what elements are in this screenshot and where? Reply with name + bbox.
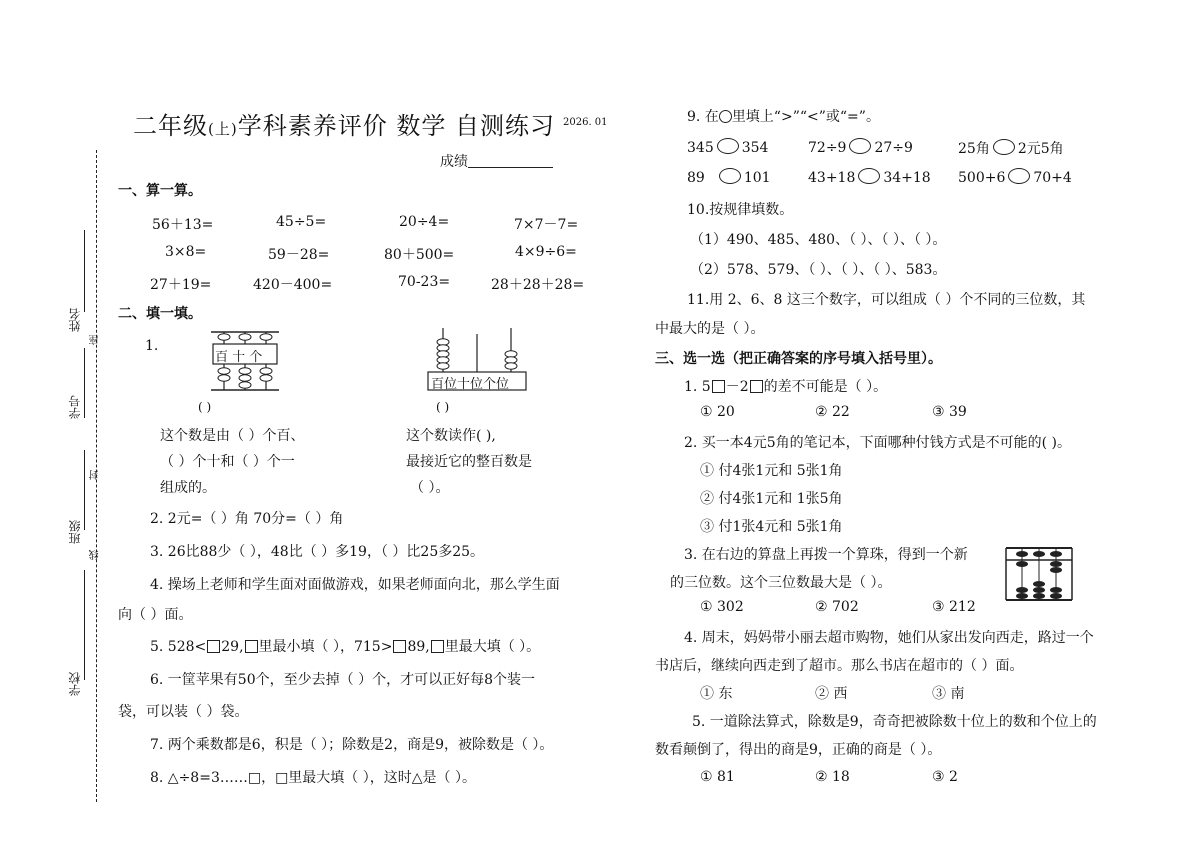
q1-number: 1. — [145, 338, 159, 354]
calc-item: 420－400= — [253, 277, 333, 293]
question-2: 2. 2元=（ ）角 70分=（ ）角 — [150, 511, 344, 527]
compare-item: 500+6 70+4 — [958, 170, 1072, 186]
calc-item: 56＋13= — [152, 217, 214, 233]
choice-5-line-2: 数看颠倒了，得出的商是9，正确的商是（ ）。 — [655, 742, 942, 758]
question-9: 9. 在 里填上“>”“<”或“=”。 — [687, 109, 880, 125]
calc-item: 80＋500= — [384, 247, 455, 263]
blank-box — [245, 640, 258, 653]
compare-item: 345 354 — [687, 140, 769, 156]
calc-item: 7×7－7= — [514, 217, 579, 233]
choice-3-option: ① 302 — [700, 599, 744, 615]
question-3: 3. 26比88少（ ），48比（ ）多19，（ ）比25多25。 — [150, 544, 485, 560]
section-1-heading: 一、算一算。 — [118, 183, 202, 199]
seat-mark: 座 — [90, 335, 101, 345]
question-5: 5. 528< 29, 里最小填（ ），715> 89, 里最大填（ ）。 — [150, 639, 541, 655]
blank-box — [393, 640, 406, 653]
calc-item: 4×9÷6= — [515, 244, 577, 260]
abacus-1-answer: ( ) — [198, 400, 212, 414]
question-10-2: （2）578、579、（ ）、（ ）、（ ）、583。 — [690, 262, 947, 278]
q1b-line-1: 这个数读作( ), — [406, 428, 496, 444]
choice-1-option: ② 22 — [815, 404, 850, 420]
choice-1: 1. 5 －2 的差不可能是（ ）。 — [684, 379, 888, 395]
choice-2: 2. 买一本4元5角的笔记本，下面哪种付钱方式是不可能的( )。 — [684, 435, 1071, 451]
choice-4-option: ① 东 — [700, 686, 733, 702]
compare-item: 43+18 34+18 — [808, 170, 931, 186]
choice-1-option: ① 20 — [700, 404, 735, 420]
abacus-2-label: 百位十位个位 — [431, 377, 510, 392]
question-11-line-1: 11.用 2、6、8 这三个数字，可以组成（ ）个不同的三位数，其 — [687, 292, 1086, 308]
class-line — [84, 450, 85, 530]
question-11-line-2: 中最大的是（ ）。 — [655, 321, 765, 337]
choice-4-option: ② 西 — [815, 686, 848, 702]
choice-3-option: ③ 212 — [932, 599, 976, 615]
choice-5-line-1: 5. 一道除法算式，除数是9，奇奇把被除数十位上的数和个位上的 — [692, 714, 1097, 730]
blank-box — [431, 640, 444, 653]
blank-box — [207, 640, 220, 653]
question-6-line-2: 袋，可以装（ ）袋。 — [118, 704, 249, 720]
school-line — [84, 570, 85, 680]
id-line — [84, 348, 85, 418]
class-label: 班级 — [68, 520, 82, 544]
line-mark: 线 — [90, 550, 101, 560]
choice-3-line-2: 的三位数。这个三位数最大是（ ）。 — [670, 575, 892, 591]
q1a-line-2: （ ）个十和（ ）个一 — [160, 454, 295, 470]
calc-item: 3×8= — [165, 244, 207, 260]
abacus-3 — [1004, 544, 1074, 606]
choice-4-option: ③ 南 — [932, 686, 965, 702]
calc-item: 45÷5= — [276, 214, 327, 230]
q1b-line-2: 最接近它的整百数是 — [406, 454, 532, 470]
id-label: 学号 — [68, 395, 82, 419]
name-label: 姓名 — [68, 308, 82, 332]
choice-5-option: ① 81 — [700, 769, 735, 785]
question-10: 10.按规律填数。 — [687, 202, 794, 218]
calc-item: 59－28= — [268, 247, 330, 263]
choice-3-line-1: 3. 在右边的算盘上再拨一个算珠，得到一个新 — [684, 547, 968, 563]
name-line — [84, 230, 85, 312]
choice-5-option: ③ 2 — [932, 769, 958, 785]
question-10-1: （1）490、485、480、（ ）、（ ）、（ ）。 — [690, 232, 947, 248]
choice-5-option: ② 18 — [815, 769, 850, 785]
choice-3-option: ② 702 — [815, 599, 859, 615]
choice-2-option: ① 付4张1元和 5张1角 — [700, 463, 843, 479]
question-6-line-1: 6. 一筐苹果有50个，至少去掉（ ）个，才可以正好每8个装一 — [150, 672, 535, 688]
blank-box — [750, 380, 763, 393]
section-3-heading: 三、选一选（把正确答案的序号填入括号里）。 — [655, 351, 942, 367]
calc-item: 27＋19= — [150, 277, 212, 293]
calc-item: 70-23= — [398, 274, 451, 290]
abacus-2-answer: ( ) — [436, 400, 450, 414]
compare-item: 25角 2元5角 — [958, 141, 1064, 157]
q1a-line-3: 组成的。 — [160, 480, 216, 496]
compare-circle-icon — [719, 110, 732, 123]
score-label: 成绩 — [440, 151, 553, 171]
abacus-1-label: 百 十 个 — [215, 350, 263, 365]
question-7: 7. 两个乘数都是6，积是（ ）；除数是2，商是9，被除数是（ ）。 — [150, 737, 554, 753]
choice-4-line-2: 书店后，继续向西走到了超市。那么书店在超市的（ ）面。 — [655, 658, 1024, 674]
q1a-line-1: 这个数是由（ ）个百、 — [160, 428, 305, 444]
question-4-line-2: 向（ ）面。 — [118, 607, 193, 623]
seal-mark: 封 — [90, 470, 101, 480]
choice-1-option: ③ 39 — [932, 404, 967, 420]
blank-box — [712, 380, 725, 393]
calc-item: 28＋28＋28= — [491, 277, 585, 293]
choice-4-line-1: 4. 周末，妈妈带小丽去超市购物，她们从家出发向西走，路过一个 — [684, 630, 1094, 646]
q1b-line-3: （ ）。 — [410, 480, 450, 496]
school-label: 学校 — [68, 672, 82, 696]
choice-2-option: ② 付4张1元和 1张5角 — [700, 491, 843, 507]
compare-item: 89 101 — [687, 170, 771, 186]
exam-date: 2026. 01 — [563, 117, 608, 128]
section-2-heading: 二、填一填。 — [118, 306, 202, 322]
page-title: 二年级(上)学科素养评价 数学 自测练习 — [133, 112, 555, 140]
question-8: 8. △÷8=3……□，□里最大填（ ），这时△是（ ）。 — [150, 770, 476, 786]
question-4-line-1: 4. 操场上老师和学生面对面做游戏，如果老师面向北，那么学生面 — [150, 577, 560, 593]
choice-2-option: ③ 付1张4元和 5张1角 — [700, 519, 843, 535]
compare-item: 72÷9 27÷9 — [808, 140, 913, 156]
calc-item: 20÷4= — [399, 214, 450, 230]
